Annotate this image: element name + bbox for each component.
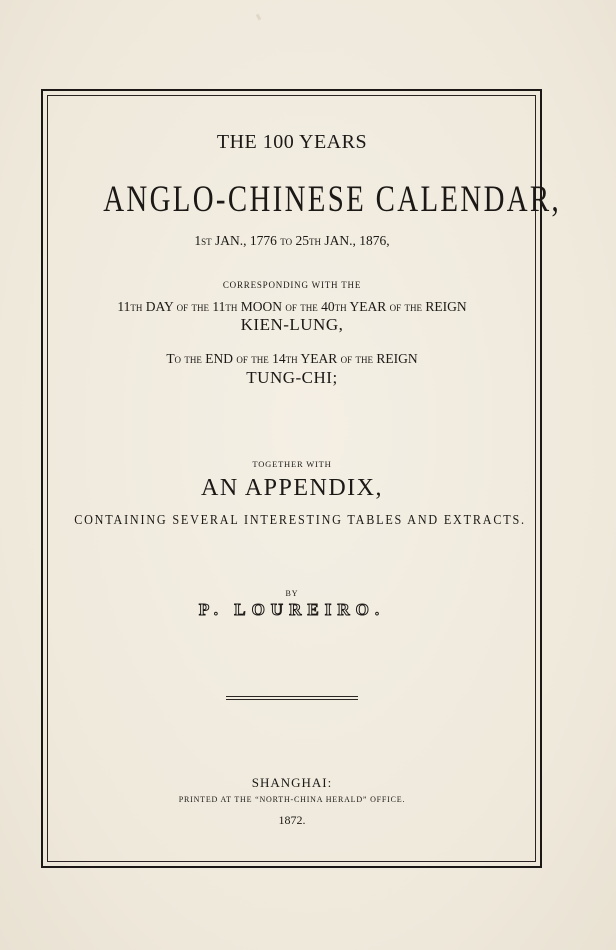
corresponding-line: CORRESPONDING WITH THE (222, 280, 362, 290)
appendix-heading: AN APPENDIX, (200, 475, 383, 501)
publication-year: 1872. (278, 813, 306, 827)
by-line: BY (285, 589, 299, 598)
eleventh-day-line: 11th DAY of the 11th MOON of the 40th YEAR of the REIGN (117, 299, 467, 314)
reign-kien-lung: KIEN-LUNG, (240, 315, 344, 334)
title-line-100-years: THE 100 YEARS (216, 131, 368, 153)
reign-tung-chi: TUNG-CHI; (246, 368, 338, 387)
together-with-line: TOGETHER WITH (252, 459, 332, 469)
divider-rule-bottom (226, 699, 358, 700)
title-page-content (50, 95, 562, 860)
paper-speck (256, 14, 262, 21)
author-name: P. LOUREIRO. (198, 600, 386, 619)
containing-line: CONTAINING SEVERAL INTERESTING TABLES AND EXTRACTS. (74, 512, 526, 527)
printer-line: PRINTED AT THE “NORTH-CHINA HERALD” OFFICE. (178, 795, 406, 804)
place-shanghai: SHANGHAI: (251, 775, 333, 790)
divider-rule-top (226, 696, 358, 697)
to-the-end-line: To the END of the 14th YEAR of the REIGN (166, 351, 418, 366)
date-range: 1st JAN., 1776 to 25th JAN., 1876, (194, 233, 390, 248)
main-title: ANGLO-CHINESE CALENDAR, (103, 179, 562, 220)
